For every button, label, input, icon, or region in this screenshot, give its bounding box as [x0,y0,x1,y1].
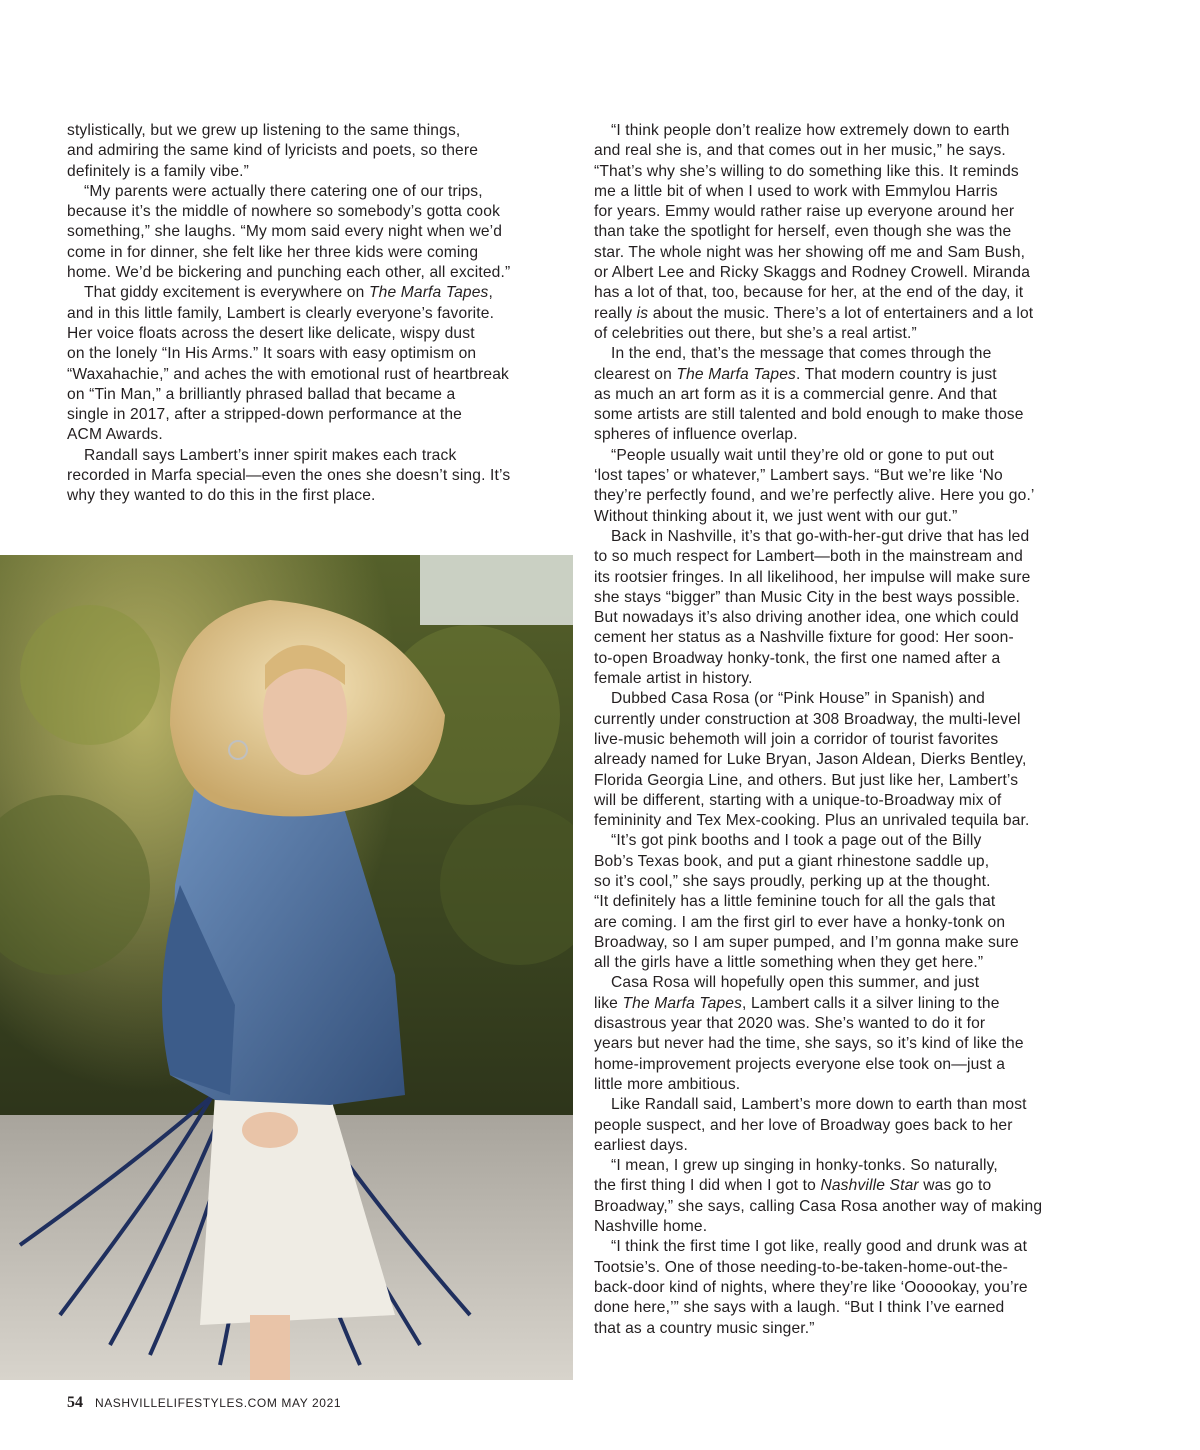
text-line: Broadway, so I am super pumped, and I’m gonna make sure [594,933,1019,951]
text-line: people suspect, and her love of Broadway goes back to her [594,1116,1013,1134]
text-line: and in this little family, Lambert is clearly everyone’s favorite. [67,304,495,322]
text-line: Without thinking about it, we just went with our gut.” [594,507,958,525]
paragraph-start [67,283,577,303]
text-line: as much an art form as it is a commercial genre. And that [594,385,997,403]
paragraph-start: “People usually wait until they’re old or gone to put out [611,446,995,464]
text-line: female artist in history. [594,670,753,688]
album-title: The Marfa Tapes [368,284,489,302]
text-line: earliest days. [594,1136,688,1154]
foliage-blob [20,605,160,745]
text-line: why they wanted to do this in the first place. [67,487,376,505]
text-segment: about the music. There’s a lot of entertainers and a lot [648,304,1034,322]
text-line: cement her status as a Nashville fixture for good: Her soon- [594,629,1014,647]
text-line: for years. Emmy would rather raise up everyone around her [594,203,1015,221]
text-line: recorded in Marfa special—even the ones she doesn’t sing. It’s [67,467,511,485]
text-line [594,365,1104,385]
text-segment: like [594,994,623,1012]
legs [250,1315,290,1380]
text-line: Her voice floats across the desert like delicate, wispy dust [67,324,475,342]
text-line: its rootsier fringes. In all likelihood, her impulse will make sure [594,568,1031,586]
photo-illustration [0,555,573,1380]
text-line: that as a country music singer.” [594,1319,815,1337]
paragraph-start: “I think the first time I got like, really good and drunk was at [611,1238,1028,1256]
text-line: single in 2017, after a stripped-down performance at the [67,406,463,424]
paragraph-start: Like Randall said, Lambert’s more down to earth than most [611,1096,1027,1114]
text-segment: , [488,284,493,302]
text-line: live-music behemoth will join a corridor of tourist favorites [594,730,999,748]
text-line: already named for Luke Bryan, Jason Aldean, Dierks Bentley, [594,751,1027,769]
text-segment: , Lambert calls it a silver lining to the [742,994,1000,1012]
text-line: back-door kind of nights, where they’re like ‘Oooookay, you’re [594,1278,1028,1296]
text-segment: clearest on [594,365,677,383]
text-line: Broadway,” she says, calling Casa Rosa another way of making [594,1197,1043,1215]
paragraph-start: “It’s got pink booths and I took a page out of the Billy [611,832,982,850]
text-line: stylistically, but we grew up listening to the same things, [67,122,461,139]
text-segment: . That modern country is just [795,365,997,383]
hand [242,1112,298,1148]
text-segment: really [594,304,637,322]
text-line: to so much respect for Lambert—both in the mainstream and [594,548,1023,566]
text-line: “It definitely has a little feminine touch for all the gals that [594,893,996,911]
page-number: 54 [67,1394,83,1411]
issue-date: MAY 2021 [281,1396,342,1410]
text-line: currently under construction at 308 Broadway, the multi-level [594,710,1021,728]
text-line: and admiring the same kind of lyricists and poets, so there [67,142,479,160]
text-line: all the girls have a little something when they get here.” [594,954,984,972]
text-line: Tootsie’s. One of those needing-to-be-taken-home-out-the- [594,1258,1008,1276]
text-line: “Waxahachie,” and aches the with emotional rust of heartbreak [67,365,509,383]
text-line: she stays “bigger” than Music City in the best ways possible. [594,588,1021,606]
show-title: Nashville Star [820,1177,919,1195]
text-line: than take the spotlight for herself, even though she was the [594,223,1012,241]
text-line: little more ambitious. [594,1075,741,1093]
text-line: because it’s the middle of nowhere so somebody’s gotta cook [67,203,501,221]
paragraph-start: “I mean, I grew up singing in honky-tonks. So naturally, [611,1157,998,1175]
text-line: on the lonely “In His Arms.” It soars with easy optimism on [67,345,477,363]
text-line: me a little bit of when I used to work with Emmylou Harris [594,182,998,200]
paragraph-start: Randall says Lambert’s inner spirit makes each track [84,446,457,464]
text-line: and real she is, and that comes out in her music,” he says. [594,142,1006,160]
text-line: on “Tin Man,” a brilliantly phrased ballad that became a [67,385,456,403]
paragraph-start: Casa Rosa will hopefully open this summer, and just [611,974,980,992]
text-line: of celebrities out there, but she’s a real artist.” [594,324,917,342]
text-line: home-improvement projects everyone else took on—just a [594,1055,1006,1073]
paragraph-start: Back in Nashville, it’s that go-with-her-gut drive that has led [611,527,1030,545]
text-line: to-open Broadway honky-tonk, the first one named after a [594,649,1001,667]
article-left-column [67,121,577,507]
text-line: Bob’s Texas book, and put a giant rhinestone saddle up, [594,852,990,870]
text-line: has a lot of that, too, because for her, at the end of the day, it [594,284,1024,302]
album-title: The Marfa Tapes [676,365,796,383]
text-line: come in for dinner, she felt like her three kids were coming [67,243,479,261]
paragraph-start: In the end, that’s the message that comes through the [611,345,992,363]
text-line [594,304,1104,324]
text-line: disastrous year that 2020 was. She’s wanted to do it for [594,1015,986,1033]
portrait-photo [0,555,573,1380]
text-line: something,” she laughs. “My mom said every night when we’d [67,223,503,241]
text-line: ACM Awards. [67,426,163,444]
text-line: spheres of influence overlap. [594,426,798,444]
album-title: The Marfa Tapes [622,994,743,1012]
text-line: “That’s why she’s willing to do something like this. It reminds [594,162,1019,180]
text-line: done here,’” she says with a laugh. “But I think I’ve earned [594,1299,1005,1317]
paragraph-start: “I think people don’t realize how extremely down to earth [611,122,1010,139]
text-line: Nashville home. [594,1218,708,1236]
text-line: But nowadays it’s also driving another idea, one which could [594,609,1019,627]
text-segment: the first thing I did when I got to [594,1177,821,1195]
text-line [594,994,1104,1014]
text-line: home. We’d be bickering and punching each other, all excited.” [67,264,511,282]
text-line [594,1176,1104,1196]
text-line: are coming. I am the first girl to ever have a honky-tonk on [594,913,1006,931]
text-segment: was go to [918,1177,992,1195]
paragraph-start: “My parents were actually there catering one of our trips, [84,182,483,200]
text-line: years but never had the time, she says, so it’s kind of like the [594,1035,1024,1053]
paragraph-start: Dubbed Casa Rosa (or “Pink House” in Spanish) and [611,690,985,708]
sky-patch [420,555,573,625]
page-footer [67,1394,341,1412]
text-line: some artists are still talented and bold enough to make those [594,406,1024,424]
text-segment: That giddy excitement is everywhere on [84,284,369,302]
text-line: star. The whole night was her showing off me and Sam Bush, [594,243,1026,261]
text-line: ‘lost tapes’ or whatever,” Lambert says. “But we’re like ‘No [594,467,1003,485]
text-line: or Albert Lee and Ricky Skaggs and Rodney Crowell. Miranda [594,264,1031,282]
site-url: NASHVILLELIFESTYLES.COM [94,1396,278,1410]
text-line: definitely is a family vibe.” [67,162,250,180]
emphasis: is [636,304,649,322]
article-right-column [594,121,1104,1339]
text-line: femininity and Tex Mex-cooking. Plus an unrivaled tequila bar. [594,812,1030,830]
text-line: so it’s cool,” she says proudly, perking up at the thought. [594,872,991,890]
text-line: they’re perfectly found, and we’re perfectly alive. Here you go.’ [594,487,1035,505]
text-line: will be different, starting with a unique-to-Broadway mix of [594,791,1002,809]
text-line: Florida Georgia Line, and others. But just like her, Lambert’s [594,771,1019,789]
